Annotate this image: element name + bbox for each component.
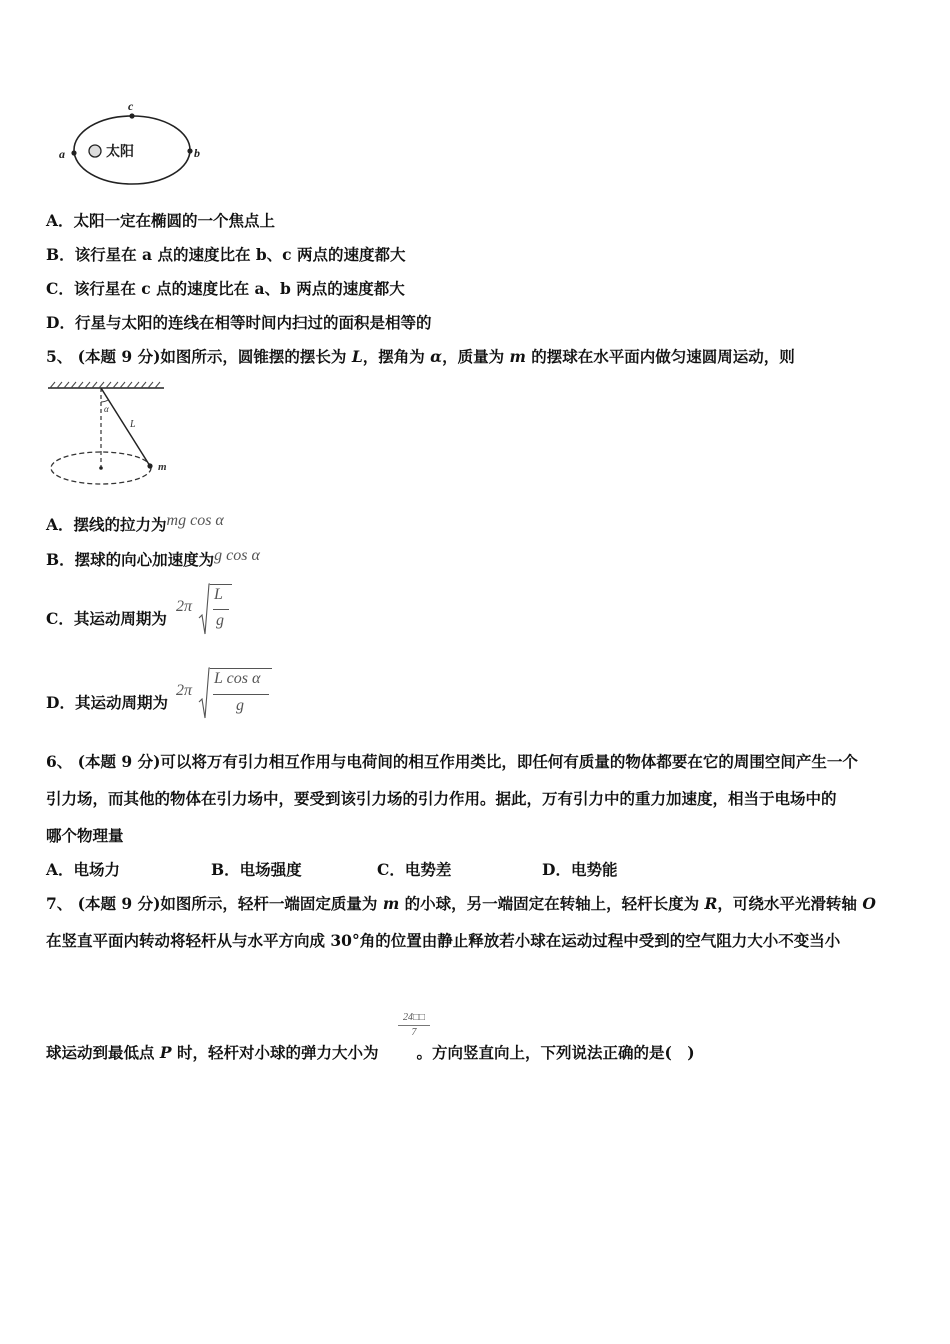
- angle-arc: [101, 400, 108, 402]
- q7-fraction: 24□□ 7: [396, 1012, 432, 1046]
- sqrt-sign-d: [198, 664, 210, 722]
- q7-line1: 7、 (本题 9 分)如图所示，轻杆一端固定质量为 m 的小球，另一端固定在转轴上，轻杆长度为 R，可绕水平光滑转轴 O: [46, 894, 876, 913]
- q4-option-a: A．太阳一定在椭圆的一个焦点上: [46, 211, 276, 230]
- q5-option-a: A．摆线的拉力为mg cos α: [46, 512, 224, 534]
- point-c: [129, 113, 134, 118]
- q6-option-c: C．电势差: [377, 860, 452, 879]
- q5-a-math: mg cos α: [166, 512, 224, 529]
- fig-m: m: [158, 461, 167, 473]
- sqrt-sign-c: [198, 582, 210, 638]
- q5-b-math: g cos α: [214, 547, 260, 564]
- q5-option-b: B．摆球的向心加速度为g cos α: [46, 547, 260, 569]
- q7-line3: 球运动到最低点 P 时，轻杆对小球的弹力大小为 。方向竖直向上，下列说法正确的是( ): [46, 1043, 695, 1062]
- circle-center: [99, 466, 103, 470]
- fig-alpha: α: [104, 404, 109, 414]
- q6-line1: 6、 (本题 9 分)可以将万有引力相互作用与电荷间的相互作用类比，即任何有质量的物体都要在它的周围空间产生一个: [46, 752, 858, 771]
- q7-line2: 在竖直平面内转动将轻杆从与水平方向成 30°角的位置由静止释放若小球在运动过程中受到的空气阻力大小不变当小: [46, 931, 841, 950]
- q6-option-a: A．电场力: [46, 860, 121, 879]
- q6-line2: 引力场，而其他的物体在引力场中，要受到该引力场的引力作用。据此，万有引力中的重力加速度，相当于电场中的: [46, 789, 837, 808]
- point-b: [187, 148, 192, 153]
- label-c: c: [128, 99, 134, 113]
- q6-line3: 哪个物理量: [46, 826, 124, 845]
- label-a: a: [59, 147, 65, 161]
- q5-c-formula: 2π L g: [176, 582, 256, 638]
- point-a: [71, 150, 76, 155]
- q4-option-c: C．该行星在 c 点的速度比在 a、b 两点的速度都大: [46, 279, 405, 298]
- q5-option-d: D．其运动周期为: [46, 693, 168, 712]
- pendulum-figure: [44, 380, 184, 492]
- pendulum-string: [101, 388, 150, 466]
- orbit-figure: [56, 98, 206, 190]
- bob: [147, 463, 152, 468]
- q6-option-d: D．电势能: [542, 860, 618, 879]
- sun-label: 太阳: [106, 145, 134, 160]
- sun-circle: [89, 145, 101, 157]
- label-b: b: [194, 146, 200, 160]
- q4-option-b: B．该行星在 a 点的速度比在 b、c 两点的速度都大: [46, 245, 406, 264]
- q5-option-c: C．其运动周期为: [46, 609, 167, 628]
- q5-d-formula: 2π L cos α g: [176, 664, 286, 722]
- q6-option-b: B．电场强度: [211, 860, 302, 879]
- q4-option-d: D．行星与太阳的连线在相等时间内扫过的面积是相等的: [46, 313, 432, 332]
- fig-L: L: [130, 419, 136, 430]
- q5-stem: 5、 (本题 9 分)如图所示，圆锥摆的摆长为 L，摆角为 α，质量为 m 的摆球在水平面内做匀速圆周运动，则: [46, 347, 795, 366]
- ceiling-hatch: [50, 382, 160, 388]
